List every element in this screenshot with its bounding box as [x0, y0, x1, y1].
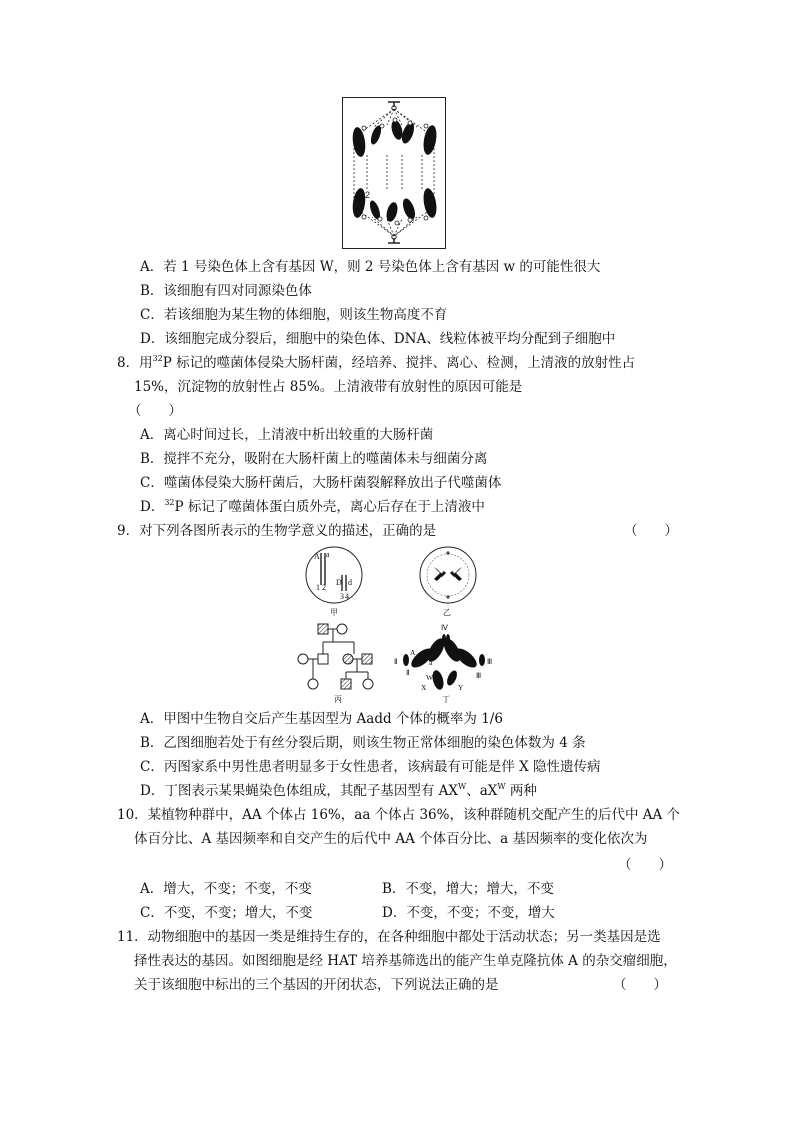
q8-option-b: B．搅拌不充分，吸附在大肠杆菌上的噬菌体未与细菌分离 [140, 451, 488, 467]
q7-cell-figure [342, 97, 446, 249]
q10-option-c: C．不变，不变；增大，不变 [140, 905, 313, 921]
q10-option-a: A．增大，不变；不变，不变 [140, 881, 312, 897]
ding-label-W: W [426, 673, 434, 682]
ding-caption: 丁 [442, 695, 450, 704]
jia-caption: 甲 [330, 608, 338, 617]
q11-answer-bracket: （ ） [613, 977, 667, 993]
q9-figure-jia [303, 545, 367, 617]
q9-figure-ding [392, 622, 496, 704]
q9-answer-bracket: （ ） [624, 523, 678, 539]
q9-option-d: D．丁图表示某果蝇染色体组成，其配子基因型有 $AX^W$、$aX^W$ 两种 [140, 781, 537, 799]
ding-label-III-b: Ⅲ [476, 671, 482, 680]
jia-label-d: d [348, 578, 352, 587]
q8-stem: 8．用$^{32}$P 标记的噬菌体侵染大肠杆菌，经培养、搅拌、离心、检测，上清液的放射性占 [117, 353, 636, 371]
q11-stem: 11．动物细胞中的基因一类是维持生存的，在各种细胞中都处于活动状态；另一类基因是选 [117, 929, 661, 945]
q9-figure-bing [296, 622, 388, 706]
q10-option-b: B．不变，增大；增大，不变 [382, 881, 554, 897]
q9-option-b: B．乙图细胞若处于有丝分裂后期，则该生物正常体细胞的染色体数为 4 条 [140, 735, 586, 751]
q7-option-d: D．该细胞完成分裂后，细胞中的染色体、DNA、线粒体被平均分配到子细胞中 [140, 331, 616, 347]
bing-caption: 丙 [334, 695, 342, 704]
q9-option-a: A．甲图中生物自交后产生基因型为 Aadd 个体的概率为 1/6 [140, 711, 503, 727]
q8-option-d: D．$^{32}$P 标记了噬菌体蛋白质外壳，离心后存在于上清液中 [140, 497, 485, 515]
jia-label-D: D [336, 578, 342, 587]
q9-figure-yi [416, 545, 480, 617]
ding-label-Y: Y [458, 683, 464, 692]
q7-label-2: 2 [365, 190, 371, 200]
jia-label-1: 1 [316, 583, 320, 592]
q7-option-b: B．该细胞有四对同源染色体 [140, 283, 312, 299]
ding-label-II-a: Ⅱ [394, 657, 398, 666]
q7-option-c: C．若该细胞为某生物的体细胞，则该生物高度不育 [140, 307, 448, 323]
q11-stem-line3: 关于该细胞中标出的三个基因的开闭状态，下列说法正确的是 [134, 977, 499, 993]
jia-label-4: 4 [345, 592, 349, 601]
jia-label-A: A [314, 552, 320, 561]
jia-label-a: a [326, 550, 330, 559]
ding-label-III-a: Ⅲ [487, 657, 493, 666]
q10-stem-line2: 体百分比、A 基因频率和自交产生的后代中 AA 个体百分比、a 基因频率的变化依次为 [134, 831, 648, 847]
ding-label-IV: Ⅳ [441, 623, 448, 632]
q7-label-1: 1 [365, 140, 371, 150]
q7-option-a: A．若 1 号染色体上含有基因 W，则 2 号染色体上含有基因 w 的可能性很大 [140, 259, 601, 275]
q8-answer-bracket: （ ） [128, 403, 182, 419]
q11-stem-line2: 择性表达的基因。如图细胞是经 HAT 培养基筛选出的能产生单克隆抗体 A 的杂交瘤细胞， [134, 953, 677, 969]
ding-label-X: X [421, 683, 427, 692]
q8-stem-line2: 15%，沉淀物的放射性占 85%。上清液带有放射性的原因可能是 [134, 379, 523, 395]
jia-label-2: 2 [322, 583, 326, 592]
jia-label-3: 3 [340, 592, 344, 601]
ding-label-II-b: Ⅱ [406, 668, 410, 677]
ding-label-A: A [410, 648, 416, 657]
q9-option-c: C．丙图家系中男性患者明显多于女性患者，该病最有可能是伴 X 隐性遗传病 [140, 759, 601, 775]
q10-answer-bracket: （ ） [618, 857, 672, 873]
q10-option-d: D．不变，不变；不变，增大 [382, 905, 555, 921]
ding-label-a: a [429, 658, 433, 667]
q8-option-c: C．噬菌体侵染大肠杆菌后，大肠杆菌裂解释放出子代噬菌体 [140, 475, 502, 491]
q9-stem: 9．对下列各图所表示的生物学意义的描述，正确的是 [117, 523, 437, 539]
q10-stem: 10．某植物种群中，AA 个体占 16%，aa 个体占 36%，该种群随机交配产生的后代中 AA 个 [117, 807, 681, 823]
yi-caption: 乙 [443, 608, 451, 617]
q8-option-a: A．离心时间过长，上清液中析出较重的大肠杆菌 [140, 427, 434, 443]
